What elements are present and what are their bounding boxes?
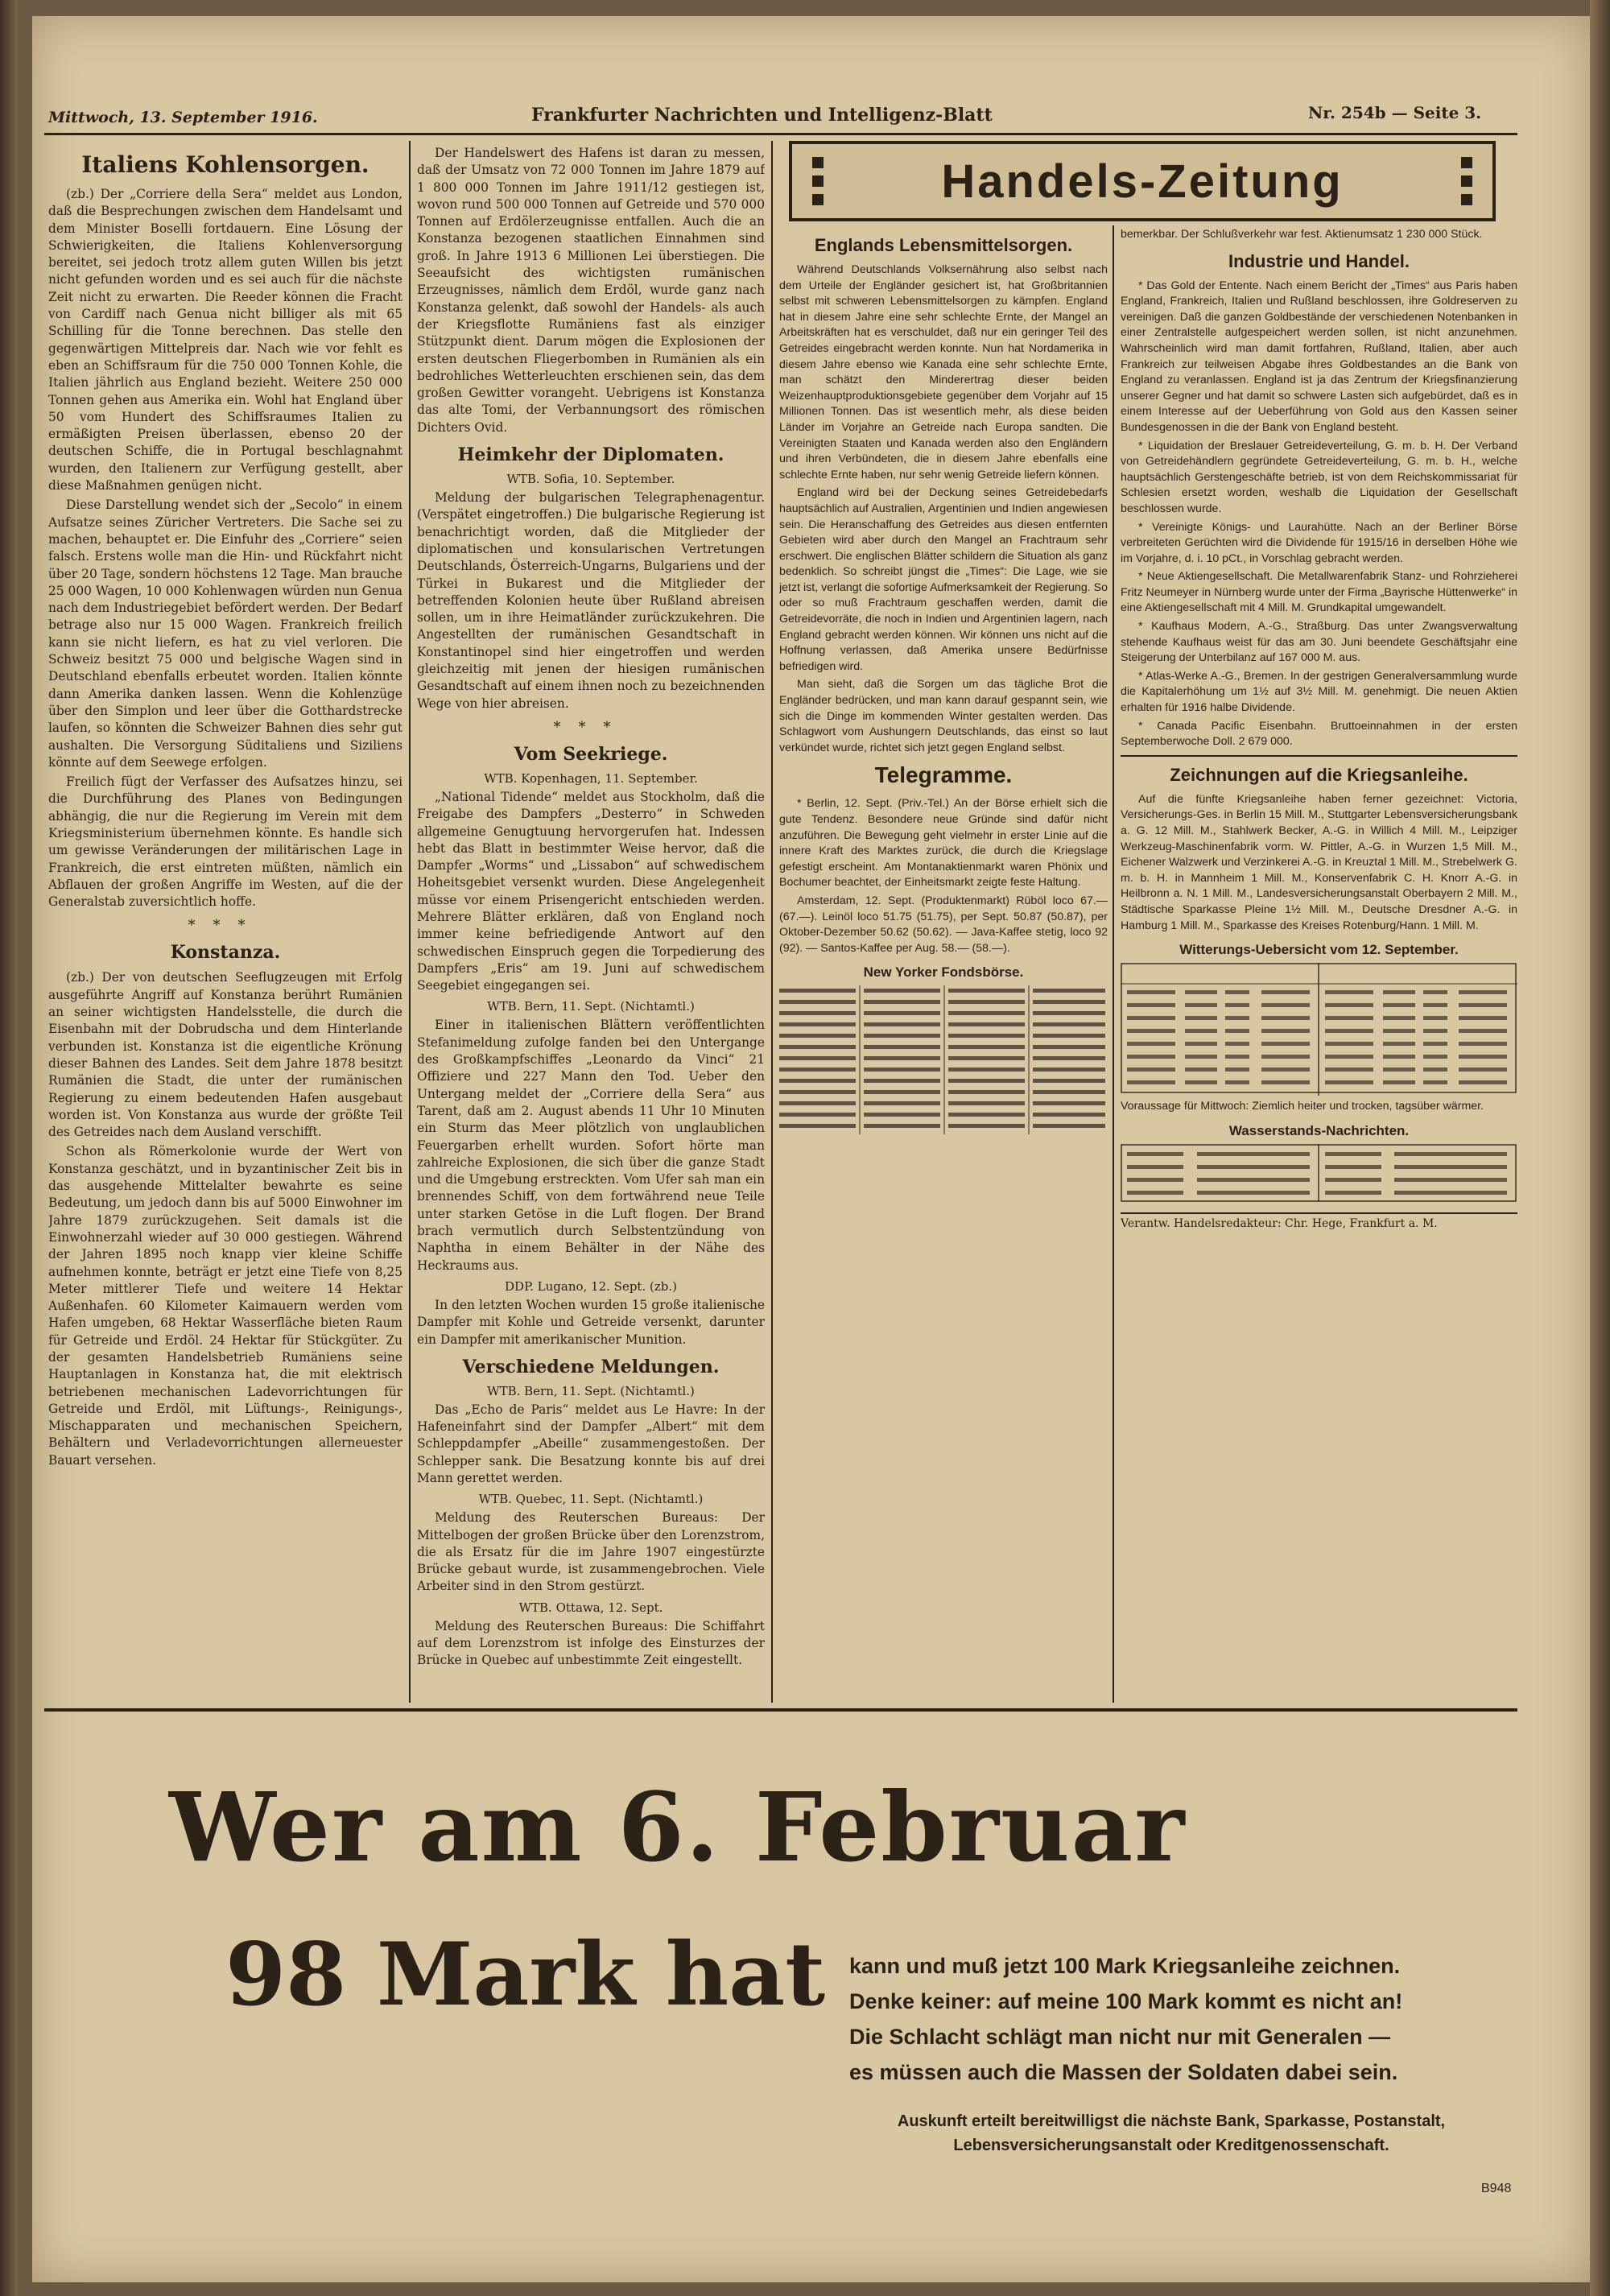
dateline: WTB. Quebec, 11. Sept. (Nichtamtl.): [478, 1492, 704, 1507]
column-3: [779, 227, 1108, 1703]
headline-witterungs-uebersicht: Witterungs-Uebersicht vom 12. September.: [1179, 942, 1459, 958]
ad-info-text: Auskunft erteilt bereitwilligst die nächste Bank, Sparkasse, Postanstalt, Lebensversicherungsanstalt oder Kreditgenossenschaft.: [897, 2112, 1446, 2154]
newspaper-name: Frankfurter Nachrichten und Intelligenz-Blatt: [531, 105, 993, 126]
dateline: WTB. Bern, 11. Sept. (Nichtamtl.): [487, 1383, 695, 1398]
section-rule: [1121, 755, 1517, 757]
column-rule: [409, 141, 411, 1703]
headline-new-yorker-fondsboerse: New Yorker Fondsbörse.: [863, 964, 1024, 981]
article-paragraph: Man sieht, daß die Sorgen um das tägliche Brot die Engländer bedrücken, und man kann darauf gespannt sein, wie sich die Dinge im kommenden Winter gestalten werden. Das Schlagwort vom Aushungern Deutschlands, das einst so laut verkündet wurde, richtet sich jetzt gegen England selbst.: [779, 678, 1108, 754]
headline-industrie-und-handel: Industrie und Handel.: [1228, 250, 1410, 271]
headline-konstanza: Konstanza.: [170, 942, 281, 964]
stock-table-graphic: [779, 985, 1108, 1138]
article-paragraph: * Liquidation der Breslauer Getreideverteilung, G. m. b. H. Der Verband von Getreidehändlern gegründete Getreideverteilung, G. m. b. H., welche hauptsächlich Gerstengeschäfte betrieb, ist von dem Reichskommissariat für Schlesien ersetzt worden, weshalb die Liquidation der Gesellschaft beschlossen wurde.: [1121, 439, 1517, 515]
book-spine: [0, 0, 18, 2296]
article-paragraph: * Vereinigte Königs- und Laurahütte. Nach an der Berliner Börse verbreiteten Gerüchten wird die Dividende für 1915/16 in derselben Höhe wie im Vorjahre, d. i. 10 pCt., in Vorschlag gebracht werden.: [1121, 520, 1517, 565]
column-2: [417, 145, 765, 1703]
article-paragraph: (zb.) Der von deutschen Seeflugzeugen mit Erfolg ausgeführte Angriff auf Konstanza berührt Rumänien an seiner wichtigsten Handelsstelle, die durch die Eisenbahn mit der Dobrudscha und dem Hinterlande verbunden ist. Konstanza ist die eigentliche Krönung dieser Bahnen des Landes. Seit dem Jahre 1878 besitzt Rumänien die Stadt, die unter der rumänischen Regierung zu einem bedeutenden Hafen ausgebaut worden ist. Von Konstanza aus wurde der größte Teil des Getreides nach dem Ausland verschifft.: [48, 970, 402, 1140]
headline-verschiedene-meldungen: Verschiedene Meldungen.: [462, 1356, 720, 1377]
masthead-title: Handels-Zeitung: [941, 155, 1344, 208]
headline-heimkehr-der-diplomaten: Heimkehr der Diplomaten.: [457, 444, 724, 466]
article-paragraph: „National Tidende“ meldet aus Stockholm, daß die Freigabe des Dampfers „Desterro“ in Schweden allgemeine Genugtuung hervorgerufen hat. Indessen hebt das Blatt in bestimmter Weise hervor, daß die Dampfer „Worms“ und „Lissabon“ auf schwedischem Hoheitsgebiet versenkt wurden. Diese Angelegenheit müsse vor einem Prisengericht entschieden werden. Mehrere Blätter erklären, daß von England noch immer keine befriedigende Antwort auf den schwedischen Einspruch gegen die Torpedierung des Dampfers „Eris“ am 19. Juni auf schwedischem Seegebiet eingegangen sei.: [417, 789, 765, 993]
article-paragraph: Meldung des Reuterschen Bureaus: Der Mittelbogen der großen Brücke über den Lorenzstrom, die als Ersatz für die im Jahre 1907 eingestürzte Brücke gebaut wurde, ist zusammengebrochen. Viele Arbeiter sind in den Strom gestürzt.: [417, 1510, 765, 1594]
dateline: DDP. Lugano, 12. Sept. (zb.): [505, 1278, 677, 1294]
article-paragraph: Schon als Römerkolonie wurde der Wert von Konstanza geschätzt, und in byzantinischer Zeit bis in das ausgehende Mittelalter bewahrte es seine Bedeutung, um jedoch dann bis auf 5000 Einwohner im Jahre 1879 zurückzugehen. Seit damals ist die Einwohnerzahl wieder auf 30 000 gestiegen. Während der Jahren 1895 noch knapp vier kleine Schiffe aufnehmen konnte, beträgt er jetzt eine Tiefe von 8,25 Meter mittlerer Tiefe und weitere 14 Hektar Außenhafen. 60 Kilometer Kaimauern werden vom Hafen umgeben, 68 Hektar Wasserfläche bieten Raum für Getreide und Erdöl. 24 Hektar für Stückgüter. Zu der gesamten Handelsbetrieb Rumäniens seine Hauptanlagen in Konstanza hat, die mit elektrisch betriebenen mechanischen Ladevorrichtungen für Getreide und Erdöl, mit Lüftungs-, Reinigungs-, Mischapparaten und mechanischen Speichern, Behältern und Verladevorrichtungen allerneuester Bauart versehen.: [48, 1144, 402, 1468]
handels-zeitung-masthead: [789, 141, 1496, 221]
article-paragraph: * Berlin, 12. Sept. (Priv.-Tel.) An der Börse erhielt sich die gute Tendenz. Besondere neue Gründe sind dafür nicht anzuführen. Die Bewegung geht vielmehr in erster Linie auf die innere Kraft des Marktes zurück, die durch die Kriegslage gefestigt erscheint. Am Montanaktienmarkt waren Phönix und Bochumer beachtet, der Einheitsmarkt zeigte feste Haltung.: [779, 797, 1108, 890]
article-paragraph: Meldung des Reuterschen Bureaus: Die Schiffahrt auf dem Lorenzstrom ist infolge des Einsturzes der Brücke in Quebec auf unbestimmte Zeit eingestellt.: [417, 1618, 765, 1668]
section-rule: [44, 1708, 1517, 1712]
water-level-table-graphic: [1121, 1144, 1517, 1204]
issue-date: Mittwoch, 13. September 1916.: [48, 109, 318, 126]
ad-line: Die Schlacht schlägt man nicht nur mit Generalen —: [849, 2025, 1391, 2049]
dateline: WTB. Ottawa, 12. Sept.: [518, 1600, 663, 1615]
masthead-ornament-left: [808, 153, 828, 209]
dateline: WTB. Bern, 11. Sept. (Nichtamtl.): [487, 999, 695, 1014]
ad-line: Denke keiner: auf meine 100 Mark kommt es nicht an!: [849, 1989, 1403, 2013]
article-paragraph: In den letzten Wochen wurden 15 große italienische Dampfer mit Kohle und Getreide versenkt, darunter ein Dampfer mit amerikanischer Munition.: [417, 1297, 765, 1347]
dateline: WTB. Kopenhagen, 11. September.: [484, 770, 698, 786]
ad-code: B948: [1481, 2182, 1512, 2195]
ad-line: kann und muß jetzt 100 Mark Kriegsanleihe zeichnen.: [849, 1954, 1401, 1978]
article-paragraph: Auf die fünfte Kriegsanleihe haben ferner gezeichnet: Victoria, Versicherungs-Ges. in Berlin 15 Mill. M., Stuttgarter Lebensversicherungsbank a. G. 12 Mill. M., Stahlwerk Becker, A.-G. in Willich 4 Mill. M., Leipziger Werkzeug-Maschinenfabrik vorm. W. Pittler, A.-G. in Wurzen 1,5 Mill. M., Eichener Walzwerk und Verzinkerei A.-G. in Kreuztal 1 Mill. M., Strebelwerk G. m. b. H. in Mannheim 1 Mill. M., Konservenfabrik C. H. Knorr A.-G. in Heilbronn a. N. 1 Mill. M., Landesversicherungsanstalt Oberbayern 2 Mill. M., Städtische Sparkasse Pleine 1½ Mill. M., Deutsche Dresdner A.-G. in Hamburg 1 Mill. M., Sparkasse des Kreises Rotenburg/Hann. 1 Mill. M.: [1121, 792, 1517, 932]
article-paragraph: * Atlas-Werke A.-G., Bremen. In der gestrigen Generalversammlung wurde die Kapitalerhöhung um 1½ auf 3½ Mill. M. genehmigt. Die neuen Aktien erhalten für 1916 halbe Dividende.: [1121, 669, 1517, 715]
article-paragraph: Meldung der bulgarischen Telegraphenagentur. (Verspätet eingetroffen.) Die bulgarische Regierung ist benachrichtigt worden, daß die Mitglieder der diplomatischen und konsularischen Vertretungen Deutschlands, Österreich-Ungarns, Bulgariens und der Türkei in Bukarest und die Mitglieder der betreffenden Kolonien heute über Rußland abreisen sollen, um in ihre Heimatländer zurückzukehren. Die Angestellten der rumänischen Gesandtschaft in Konstantinopel sind hier eingetroffen und werden gleichzeitig mit jenen der hiesigen rumänischen Gesandtschaft auf einem ihnen noch zu bezeichnenden Wege von hier abreisen.: [417, 490, 765, 711]
article-paragraph: Der Handelswert des Hafens ist daran zu messen, daß der Umsatz von 72 000 Tonnen im Jahre 1879 auf 1 800 000 Tonnen im Jahre 1911/12 gestiegen ist, wovon rund 500 000 Tonnen auf Getreide und 570 000 Tonnen auf Erdölerzeugnisse entfallen. Auch die an Konstanza bezogenen staatlichen Einnahmen sind groß. In Jahre 1913 6 Millionen Lei überstiegen. Die Seeaufsicht des wichtigsten rumänischen Erzeugnisses, nämlich dem Erdöl, wurde ganz nach Konstanza gelenkt, daß sowohl der Handels- als auch der Kriegsflotte Rumäniens fast als einziger Stützpunkt dient. Darum mögen die Explosionen der ersten deutschen Fliegerbomben in Rumänien als ein bedrohliches Wetterleuchten erschienen sein, das dem großen Gewitter vorangeht. Uebrigens ist Konstanza das alte Tomi, der Verbannungsort des römischen Dichters Ovid.: [417, 146, 765, 435]
article-paragraph: Das „Echo de Paris“ meldet aus Le Havre: In der Hafeneinfahrt sind der Dampfer „Albert“ mit dem Schleppdampfer „Abeille“ zusammengestoßen. Der Schlepper sank. Die Besatzung konnte bis auf drei Mann gerettet werden.: [417, 1402, 765, 1485]
editor-credit: Verantw. Handelsredakteur: Chr. Hege, Frankfurt a. M.: [1121, 1212, 1517, 1230]
column-4: [1121, 227, 1517, 1703]
article-paragraph: bemerkbar. Der Schlußverkehr war fest. Aktienumsatz 1 230 000 Stück.: [1121, 228, 1483, 241]
separator-stars: ***: [553, 718, 629, 736]
headline-vom-seekriege: Vom Seekriege.: [514, 743, 668, 765]
headline-zeichnungen-kriegsanleihe: Zeichnungen auf die Kriegsanleihe.: [1170, 764, 1468, 785]
article-paragraph: Amsterdam, 12. Sept. (Produktenmarkt) Rüböl loco 67.— (67.—). Leinöl loco 51.75 (51.75), per Sept. 50.87 (50.87), per Oktober-Dezember 50.62 (50.62). — Java-Kaffee stetig, loco 92 (92). — Santos-Kaffee per Aug. 58.— (58.—).: [779, 894, 1108, 955]
article-paragraph: * Das Gold der Entente. Nach einem Bericht der „Times“ aus Paris haben England, Frankreich, Italien und Rußland beschlossen, ihre Goldreserven zu vereinigen. Daß die ganzen Goldbestände der verschiedenen Notenbanken in einer Zentralstelle aufgespeichert werden sollen, ist nicht anzunehmen. Wahrscheinlich wird man damit fortfahren, Rußland, Italien, aber auch Frankreich zur teilweisen Abgabe ihres Goldbestandes an die Bank von England zu veranlassen. England ist ja das Zentrum der Kriegsfinanzierung unserer Gegner und hat damit so schwere Lasten sich aufgebürdet, daß es in einem Interesse auf der Ueberführung von Gold aus den Kassen seiner Bundesgenossen in die der Bank von England besteht.: [1121, 279, 1517, 434]
page-edge: [1590, 0, 1610, 2296]
newspaper-page: [32, 16, 1590, 2282]
article-paragraph: England wird bei der Deckung seines Getreidebedarfs hauptsächlich auf Australien, Argentinien und Indien angewiesen sein. Die Heranschaffung des Getreides aus diesen entfernten Gebieten wird aber durch den Mangel an Frachtraum sehr erschwert. Die englischen Blätter schildern die Situation als ganz bedenklich. So schreibt jüngst die „Times“: Die Lage, wie sie jetzt ist, verlangt die sofortige Aufmerksamkeit der Regierung. So oder so muß Frachtraum geschaffen werden, damit die Getreidevorräte, die noch in Indien und Argentinien lagern, nach England gebracht werden können. Wir können uns nicht auf die Hoffnung verlassen, daß Amerika unsere Bedürfnisse befriedigen wird.: [779, 486, 1108, 673]
issue-number: Nr. 254b — Seite 3.: [1308, 103, 1482, 122]
dateline: WTB. Sofia, 10. September.: [506, 472, 675, 487]
article-paragraph: Einer in italienischen Blättern veröffentlichten Stefanimeldung zufolge fanden bei den Untergange des Großkampfschiffes „Leonardo da Vinci“ 21 Offiziere und 227 Mann den Tod. Ueber den Untergang meldet der „Corriere della Sera“ aus Tarent, daß am 2. August abends 11 Uhr 10 Minuten ein Sturm das Meer plötzlich von unglaublichen Feuergarben erhellt wurden. Sofort hörte man zahlreiche Explosionen, die sich über die ganze Stadt und die Umgebung erstreckten. Vom Ufer sah man ein brennendes Schiff, von dem fortwährend neue Teile unter starken Getöse in die Luft flogen. Der Brand brach vermutlich durch Selbstentzündung von Naphtha in einem Behälter in der Nähe des Heckraums aus.: [417, 1018, 765, 1273]
headline-telegramme: Telegramme.: [874, 762, 1013, 788]
ad-text-block: [849, 1948, 1509, 2090]
article-paragraph: Diese Darstellung wendet sich der „Secolo“ in einem Aufsatze seines Züricher Vertreters. Die Sache sei zu machen, behauptet er. Die Einfuhr des „Corriere“ seien falsch. Erstens wolle man die Hin- und Rückfahrt nicht über 20 Tage, sondern höchstens 12 Tage. Man brauche 25 000 Wagen, 10 000 Kohlenwagen würden nun Genua nach dem Industriegebiet befördert werden. Der Bedarf betrage also nur 15 000 Wagen. Frankreich freilich kann sie nicht liefern, es hat zu viel verloren. Die Schweiz besitzt 75 000 und belgische Wagen sind in Deutschland ebenfalls erbeutet worden. Italien könnte dann Amerika danken lassen. Wenn die Kohlenzüge über den Simplon und leer über die Gotthardstrecke laufen, so könnten die Schweizer Bahnen dies sehr gut aushalten. Die Versorgung Süditaliens und Siziliens könnte auf dem Seewege erfolgen.: [48, 498, 402, 770]
ad-line: es müssen auch die Massen der Soldaten dabei sein.: [849, 2060, 1398, 2084]
article-paragraph: * Canada Pacific Eisenbahn. Bruttoeinnahmen in der ersten Septemberwoche Doll. 2 679 000.: [1121, 719, 1517, 749]
column-rule: [771, 141, 773, 1703]
article-paragraph: Freilich fügt der Verfasser des Aufsatzes hinzu, sei die Durchführung des Planes von Bedingungen abhängig, die nur die Regierung im Verein mit dem Kriegsministerium übernehmen könnte. Es handle sich um gewisse Veränderungen der militärischen Lage in Frankreich, die erst eintreten müßten, nämlich ein Abflauen der großen Angriffe im Westen, auf die der Generalstab zuversichtlich hoffe.: [48, 774, 402, 910]
column-rule: [1113, 225, 1114, 1703]
article-paragraph: (zb.) Der „Corriere della Sera“ meldet aus London, daß die Besprechungen zwischen dem Handelsamt und dem Minister Boselli fortdauern. Eine Lösung der Schwierigkeiten, die Italiens Kohlenversorgung bereitet, sei jedoch trotz allem guten Willen bis jetzt nicht gefunden worden und es sei auch für die nächste Zeit nicht zu erwarten. Die Reeder können die Fracht von Cardiff nach Genua nicht billiger als mit 65 Schilling für die Tonne berechnen. Das stelle den gegenwärtigen Mittelpreis dar. Nach wie vor fehlt es eben an Schiffsraum für die 750 000 Tonnen Kohle, die Italien jährlich aus England bezieht. Weitere 250 000 Tonnen gehen aus Amerika ein. Wohl hat England über 50 vom Hundert des Schiffsraumes Italien zu ermäßigten Preisen überlassen, ebenso 20 der deutschen Schiffe, die in Portugal beschlagnahmt wurden, den Italienern zur Verfügung gestellt, aber diese Maßnahmen genügen nicht.: [48, 187, 402, 493]
article-paragraph: * Kaufhaus Modern, A.-G., Straßburg. Das unter Zwangsverwaltung stehende Kaufhaus weist für das am 30. Juni beendete Geschäftsjahr eine Steigerung der Unterbilanz auf 167 000 M. aus.: [1121, 620, 1517, 665]
article-paragraph: Während Deutschlands Volksernährung also selbst nach dem Urteile der Engländer gesichert ist, hat Großbritannien selbst mit schweren Lebensmittelsorgen zu kämpfen. England hat in diesem Jahre eine sehr schlechte Ernte, der Mangel an Arbeitskräften hat es verschuldet, daß nur ein geringer Teil des Getreides eingebracht werden konnte. Nun hat Nordamerika in diesem Jahre ebenso wie Kanada eine sehr schlechte Ernte, man schätzt den Minderertrag dieser beiden Weizenhauptproduktionsgebiete gegenüber dem Vorjahr auf 15 Millionen Tonnen. Das ist wesentlich mehr, als diese beiden Länder im Vorjahre an Getreide nach Europa sandten. Die Vereinigten Staaten und Kanada werden also den Engländern und ihren Verbündeten, die in diesem Jahre ebenfalls eine schlechte Ernte haben, nur sehr wenig Getreide liefern können.: [779, 263, 1108, 481]
headline-englands-lebensmittelsorgen: Englands Lebensmittelsorgen.: [814, 235, 1073, 255]
header-rule: [44, 133, 1517, 135]
headline-italiens-kohlensorgen: Italiens Kohlensorgen.: [81, 151, 369, 178]
column-1: [48, 145, 402, 1703]
ad-headline-line1: Wer am 6. Februar: [169, 1771, 1187, 1883]
headline-wasserstands-nachrichten: Wasserstands-Nachrichten.: [1228, 1122, 1410, 1138]
ad-headline-line2: 98 Mark hat: [225, 1924, 826, 2026]
article-paragraph: * Neue Aktiengesellschaft. Die Metallwarenfabrik Stanz- und Rohrzieherei Fritz Neumeyer in Nürnberg wurde unter der Firma „Bayrische Hüttenwerke“ in eine Aktiengesellschaft mit 4 Mill. M. Grundkapital umgewandelt.: [1121, 570, 1517, 615]
separator-stars: ***: [188, 917, 263, 935]
weather-table-graphic: [1121, 963, 1517, 1096]
weather-forecast: Voraussage für Mittwoch: Ziemlich heiter und trocken, tagsüber wärmer.: [1121, 1100, 1484, 1113]
masthead-ornament-right: [1457, 153, 1476, 209]
